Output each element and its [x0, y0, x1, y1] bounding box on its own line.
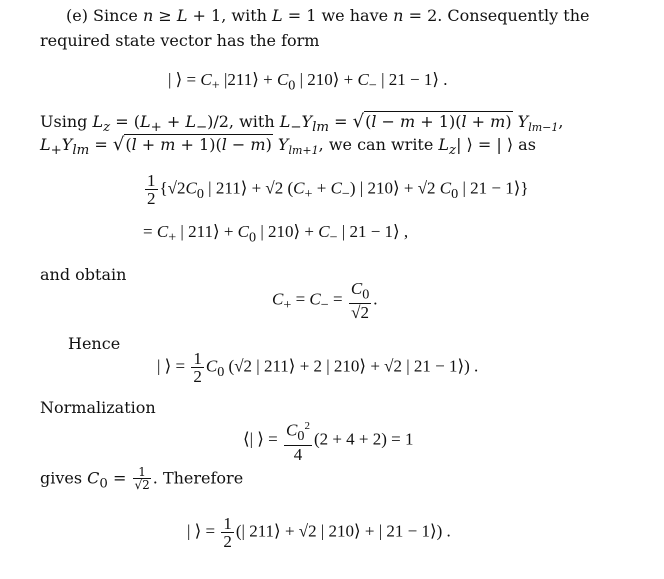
equation-normalization: ⟨| ⟩ = $\frac{C_0^2}{4}$ (2 + 4 + 2) = 1 [243, 420, 414, 465]
text-line-4: $L_+Y_{lm} = √(l + m + 1)(l - m)$ $Y_{lm+1}$, we can write $L_z|$ ⟩ = | ⟩ as [40, 134, 536, 159]
text-line-and-obtain: and obtain [40, 265, 127, 284]
equation-final-state: | ⟩ = $\frac{1}{2}$ (| 211⟩ + √2 | 210⟩ + | 21 − 1⟩) . [187, 514, 451, 551]
equation-lz-result: = $C_+$ | 211⟩ + $C_0$ | 210⟩ + $C_-$ | 21 − 1⟩ , [143, 222, 409, 246]
text-line-normalization: Normalization [40, 398, 156, 417]
text-line-3: Using $L_z = (L_+ + L_-)/2$, with $L_-Y_{lm} = √(l - m + 1)(l + m)$ $Y_{lm-1}$, [40, 111, 564, 136]
equation-state-vector: | ⟩ = $C_+$ |211⟩ + $C_0$ | 210⟩ + $C_-$ | 21 − 1⟩ . [168, 70, 448, 94]
equation-coefficients: $C_+ = C_-$ = $\frac{C_0}{√2}$ . [272, 279, 378, 323]
text-line-2: required state vector has the form [40, 31, 320, 50]
text-line-gives: gives $C_0$ = $\frac{1}{√2}$ . Therefore [40, 465, 244, 492]
text-line-1: (e) Since n ≥ L + 1, with L = 1 we have n = 2. Consequently the [66, 6, 590, 25]
equation-lz-action: $\frac{1}{2}$ {$√2C_0$ | 211⟩ + √2 $(C_+ + C_-)$ | 210⟩ + √2 $C_0$ | 21 − 1⟩} [147, 171, 529, 208]
text-line-hence: Hence [68, 334, 121, 353]
equation-state-c0: | ⟩ = $\frac{1}{2}$ $C_0$ (√2 | 211⟩ + 2 | 210⟩ + √2 | 21 − 1⟩) . [157, 349, 479, 386]
